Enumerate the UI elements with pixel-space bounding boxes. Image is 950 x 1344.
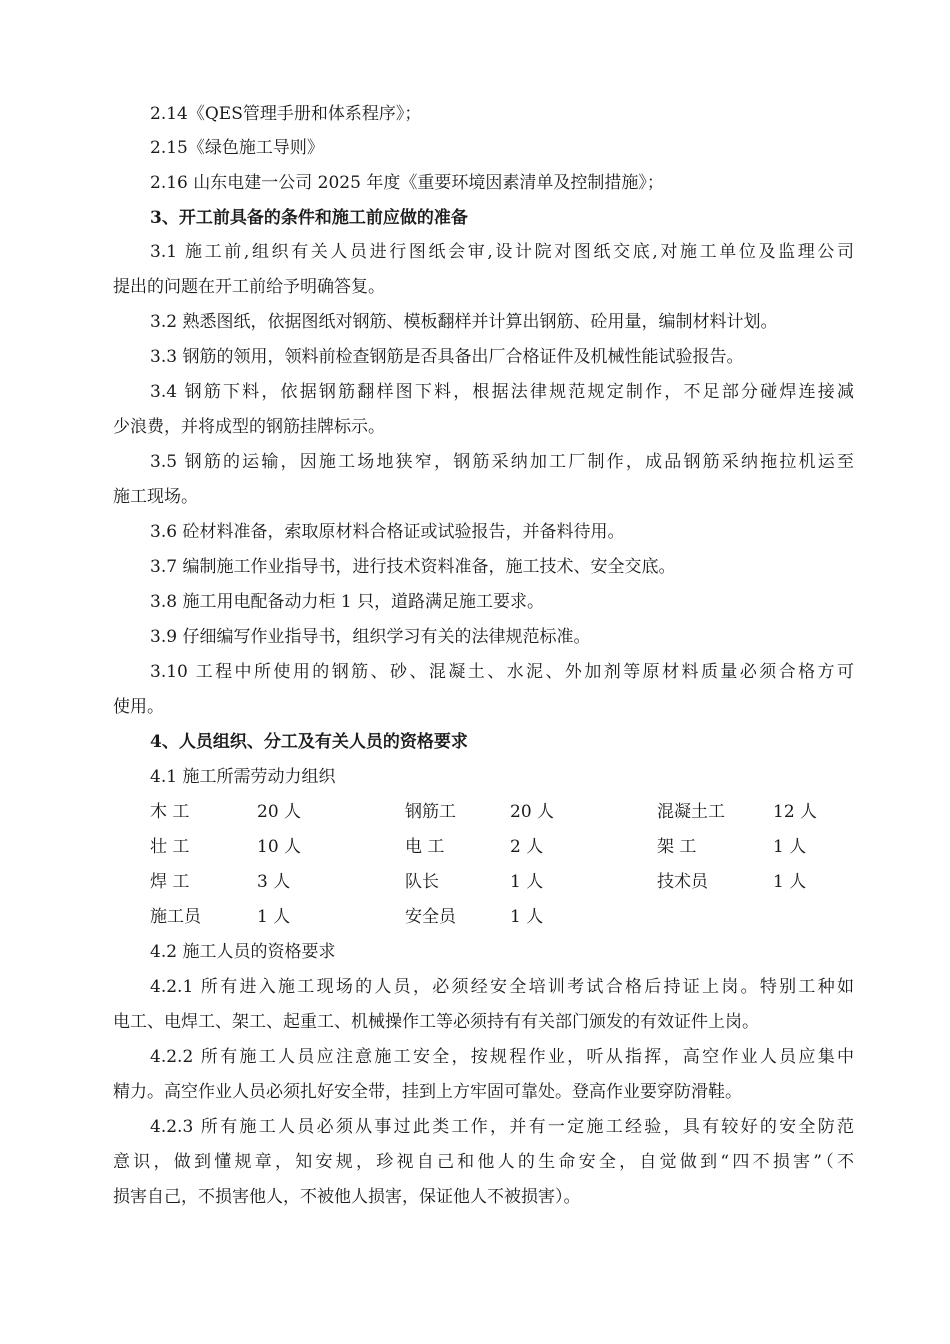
- labor-role: 混凝土工: [657, 802, 725, 822]
- labor-count: 20 人: [510, 802, 555, 822]
- paragraph-4-2-3-line3: 损害自己，不损害他人，不被他人损害，保证他人不被损害）。: [113, 1187, 581, 1207]
- paragraph-2-15: 2.15《绿色施工导则》: [150, 138, 324, 158]
- labor-count: 1 人: [257, 907, 291, 927]
- labor-count: 3 人: [257, 872, 291, 892]
- section-3-heading: 3、开工前具备的条件和施工前应做的准备: [150, 208, 468, 228]
- section-4-heading: 4、人员组织、分工及有关人员的资格要求: [150, 732, 468, 752]
- paragraph-3-5-line1: 3.5 钢筋的运输，因施工场地狭窄，钢筋采纳加工厂制作，成品钢筋采纳拖拉机运至: [150, 452, 854, 472]
- paragraph-3-1-line1: 3.1 施工前,组织有关人员进行图纸会审,设计院对图纸交底,对施工单位及监理公司: [150, 242, 854, 262]
- labor-role: 木 工: [150, 802, 190, 822]
- paragraph-4-2: 4.2 施工人员的资格要求: [150, 942, 336, 962]
- paragraph-3-10-line2: 使用。: [113, 697, 164, 717]
- labor-role: 壮 工: [150, 837, 190, 857]
- paragraph-4-2-3-line1: 4.2.3 所有施工人员必须从事过此类工作，并有一定施工经验，具有较好的安全防范: [150, 1117, 854, 1137]
- labor-count: 20 人: [257, 802, 302, 822]
- paragraph-4-2-2-line1: 4.2.2 所有施工人员应注意施工安全，按规程作业，听从指挥，高空作业人员应集中: [150, 1047, 854, 1067]
- paragraph-3-5-line2: 施工现场。: [113, 487, 198, 507]
- paragraph-3-4-line1: 3.4 钢筋下料，依据钢筋翻样图下料，根据法律规范规定制作，不足部分碰焊连接减: [150, 382, 854, 402]
- labor-count: 1 人: [510, 872, 544, 892]
- paragraph-4-2-2-line2: 精力。高空作业人员必须扎好安全带，挂到上方牢固可靠处。登高作业要穿防滑鞋。: [113, 1082, 742, 1102]
- paragraph-3-8: 3.8 施工用电配备动力柜 1 只，道路满足施工要求。: [150, 592, 545, 612]
- labor-count: 12 人: [773, 802, 818, 822]
- labor-role: 技术员: [657, 872, 708, 892]
- paragraph-4-2-1-line1: 4.2.1 所有进入施工现场的人员，必须经安全培训考试合格后持证上岗。特别工种如: [150, 977, 854, 997]
- labor-role: 队长: [405, 872, 439, 892]
- labor-role: 施工员: [150, 907, 201, 927]
- paragraph-4-2-1-line2: 电工、电焊工、架工、起重工、机械操作工等必须持有有关部门颁发的有效证件上岗。: [113, 1012, 759, 1032]
- paragraph-3-3: 3.3 钢筋的领用，领料前检查钢筋是否具备出厂合格证件及机械性能试验报告。: [150, 347, 744, 367]
- labor-role: 架 工: [657, 837, 697, 857]
- paragraph-3-1-line2: 提出的问题在开工前给予明确答复。: [113, 277, 385, 297]
- paragraph-2-14: 2.14《QES管理手册和体系程序》；: [150, 104, 422, 124]
- labor-count: 1 人: [773, 872, 807, 892]
- paragraph-3-10-line1: 3.10 工程中所使用的钢筋、砂、混凝土、水泥、外加剂等原材料质量必须合格方可: [150, 662, 854, 682]
- labor-role: 安全员: [405, 907, 456, 927]
- paragraph-4-2-3-line2: 意识，做到懂规章，知安规，珍视自己和他人的生命安全，自觉做到“四不损害”（不: [113, 1152, 854, 1172]
- paragraph-3-4-line2: 少浪费，并将成型的钢筋挂牌标示。: [113, 417, 385, 437]
- labor-count: 2 人: [510, 837, 544, 857]
- paragraph-4-1: 4.1 施工所需劳动力组织: [150, 767, 336, 787]
- labor-role: 钢筋工: [405, 802, 456, 822]
- paragraph-3-6: 3.6 砼材料准备，索取原材料合格证或试验报告，并备料待用。: [150, 522, 625, 542]
- labor-role: 焊 工: [150, 872, 190, 892]
- paragraph-3-7: 3.7 编制施工作业指导书，进行技术资料准备，施工技术、安全交底。: [150, 557, 676, 577]
- labor-count: 1 人: [510, 907, 544, 927]
- paragraph-2-16: 2.16 山东电建一公司 2025 年度《重要环境因素清单及控制措施》；: [150, 173, 664, 193]
- paragraph-3-9: 3.9 仔细编写作业指导书，组织学习有关的法律规范标准。: [150, 627, 591, 647]
- paragraph-3-2: 3.2 熟悉图纸，依据图纸对钢筋、模板翻样并计算出钢筋、砼用量，编制材料计划。: [150, 312, 778, 332]
- labor-role: 电 工: [405, 837, 445, 857]
- labor-count: 10 人: [257, 837, 302, 857]
- labor-count: 1 人: [773, 837, 807, 857]
